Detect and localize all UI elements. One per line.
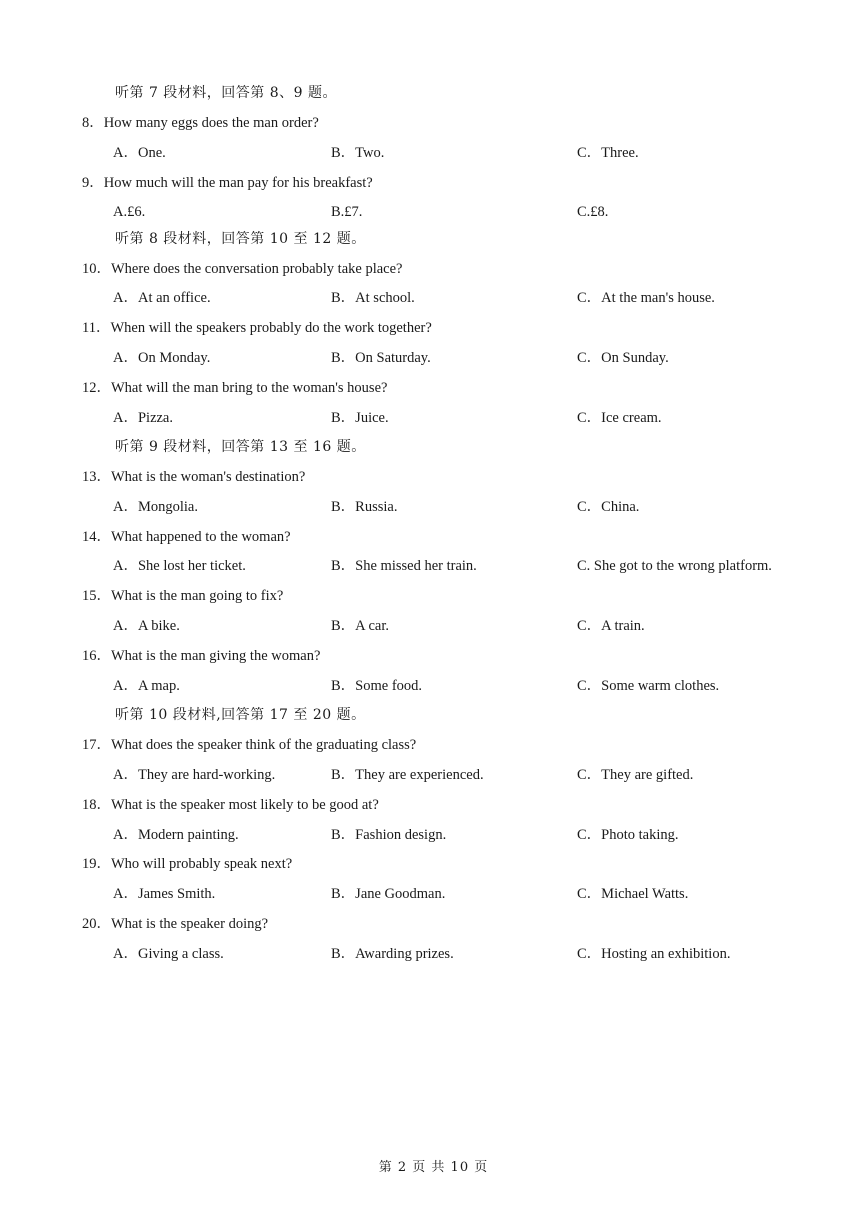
option-b: B．Juice. <box>331 410 389 426</box>
option-a: A．At an office. <box>113 290 211 306</box>
option-b: B．Fashion design. <box>331 827 447 843</box>
option-b: B．Awarding prizes. <box>331 946 454 962</box>
option-c: C．Hosting an exhibition. <box>577 946 731 962</box>
option-b: B．At school. <box>331 290 415 306</box>
option-b: B.£7. <box>331 204 363 220</box>
option-b: B．Two. <box>331 145 385 161</box>
question-18: 18．What is the speaker most likely to be good at? <box>82 797 379 813</box>
section-header-8: 听第 8 段材料，回答第 10 至 12 题。 <box>115 231 366 247</box>
option-a: A．Mongolia. <box>113 499 198 515</box>
section-header-10: 听第 10 段材料,回答第 17 至 20 题。 <box>115 707 366 723</box>
option-b: B．On Saturday. <box>331 350 431 366</box>
question-20: 20．What is the speaker doing? <box>82 916 269 932</box>
option-c: C. She got to the wrong platform. <box>577 558 772 574</box>
option-c: C．A train. <box>577 618 645 634</box>
option-b: B．Jane Goodman. <box>331 886 446 902</box>
question-10: 10．Where does the conversation probably take place? <box>82 261 403 277</box>
option-a: A．A map. <box>113 678 180 694</box>
options-13 <box>0 496 867 518</box>
option-c: C．Some warm clothes. <box>577 678 720 694</box>
question-13: 13．What is the woman's destination? <box>82 469 306 485</box>
option-c: C．Photo taking. <box>577 827 679 843</box>
option-a: A．Giving a class. <box>113 946 224 962</box>
question-9: 9．How much will the man pay for his breakfast? <box>82 175 373 191</box>
option-c: C.£8. <box>577 204 609 220</box>
options-19 <box>0 883 867 905</box>
option-a: A.£6. <box>113 204 146 220</box>
option-b: B．She missed her train. <box>331 558 477 574</box>
option-c: C．Three. <box>577 145 639 161</box>
question-14: 14．What happened to the woman? <box>82 529 291 545</box>
question-12: 12．What will the man bring to the woman's house? <box>82 380 388 396</box>
option-a: A．They are hard-working. <box>113 767 276 783</box>
section-header-9: 听第 9 段材料，回答第 13 至 16 题。 <box>115 439 366 455</box>
question-15: 15．What is the man going to fix? <box>82 588 284 604</box>
option-a: A．Pizza. <box>113 410 173 426</box>
option-a: A．James Smith. <box>113 886 216 902</box>
options-15 <box>0 615 867 637</box>
option-c: C．China. <box>577 499 640 515</box>
option-b: B．Some food. <box>331 678 423 694</box>
option-c: C．They are gifted. <box>577 767 694 783</box>
option-a: A．On Monday. <box>113 350 211 366</box>
question-8: 8．How many eggs does the man order? <box>82 115 319 131</box>
option-a: A．A bike. <box>113 618 180 634</box>
options-8 <box>0 142 867 164</box>
page-footer: 第 2 页 共 10 页 <box>378 1160 489 1175</box>
options-14 <box>0 555 867 577</box>
option-b: B．A car. <box>331 618 389 634</box>
option-c: C．Michael Watts. <box>577 886 689 902</box>
question-16: 16．What is the man giving the woman? <box>82 648 321 664</box>
options-9 <box>0 201 867 223</box>
question-17: 17．What does the speaker think of the graduating class? <box>82 737 417 753</box>
option-c: C．On Sunday. <box>577 350 669 366</box>
option-b: B．They are experienced. <box>331 767 484 783</box>
option-c: C．Ice cream. <box>577 410 662 426</box>
option-c: C．At the man's house. <box>577 290 715 306</box>
options-16 <box>0 675 867 697</box>
option-a: A．She lost her ticket. <box>113 558 246 574</box>
question-11: 11．When will the speakers probably do the work together? <box>82 320 432 336</box>
option-a: A．One. <box>113 145 166 161</box>
option-a: A．Modern painting. <box>113 827 239 843</box>
section-header-7: 听第 7 段材料，回答第 8、9 题。 <box>115 85 338 101</box>
options-20 <box>0 943 867 965</box>
options-12 <box>0 407 867 429</box>
options-10 <box>0 287 867 309</box>
option-b: B．Russia. <box>331 499 398 515</box>
options-11 <box>0 347 867 369</box>
options-18 <box>0 824 867 846</box>
options-17 <box>0 764 867 786</box>
question-19: 19．Who will probably speak next? <box>82 856 293 872</box>
